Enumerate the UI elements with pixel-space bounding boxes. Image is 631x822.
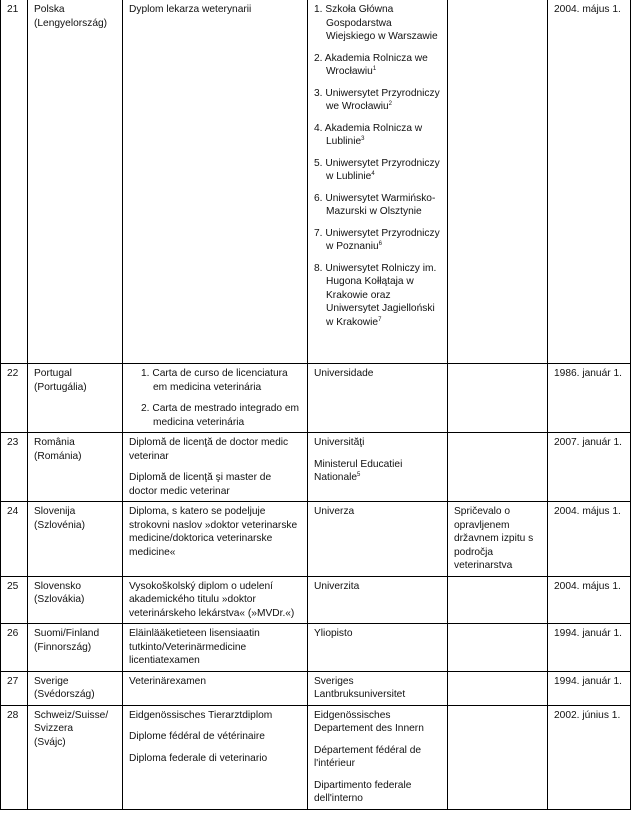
- country-cell: [28, 364, 123, 433]
- diploma-title: Dyplom lekarza weterynarii: [129, 4, 252, 15]
- diploma-title: Carta de mestrado integrado em medicina veterinária: [152, 403, 300, 428]
- register-table-body: [1, 0, 631, 809]
- institution-entry: [314, 744, 442, 771]
- certificate-cell: [448, 705, 548, 809]
- certificate-cell: [448, 0, 548, 364]
- date-cell: [548, 502, 631, 577]
- diploma-cell: [123, 705, 308, 809]
- institution-name: Uniwersytet Rolniczy im. Hugona Kołłątaja w Krakowie oraz Uniwersytet Jagielloński w Krakowie: [325, 262, 437, 328]
- diploma-title: Diplome fédéral de vétérinaire: [129, 731, 265, 742]
- institution-number: 5.: [314, 157, 323, 169]
- institution-name: Universităţi: [314, 437, 365, 448]
- institution-list-item: [314, 122, 442, 149]
- row-number: 27: [7, 675, 19, 687]
- date-cell: [548, 433, 631, 502]
- country-name: Slovensko: [34, 580, 82, 592]
- institution-name: Yliopisto: [314, 628, 353, 639]
- reference-date: 2004. május 1.: [554, 4, 621, 15]
- table-row: [1, 0, 631, 364]
- row-number: 28: [7, 709, 19, 721]
- institution-entry: [314, 458, 442, 485]
- reference-date: 1986. január 1.: [554, 368, 622, 379]
- row-number: 21: [7, 4, 19, 15]
- certificate-cell: [448, 364, 548, 433]
- certificate-cell: [448, 433, 548, 502]
- diploma-cell: [123, 576, 308, 624]
- country-cell: [28, 502, 123, 577]
- institution-number: 1.: [314, 4, 323, 15]
- country-cell: [28, 433, 123, 502]
- country-name-hungarian: (Svédország): [34, 689, 95, 700]
- institution-name: Dipartimento federale dell'interno: [314, 779, 412, 804]
- country-cell: [28, 0, 123, 364]
- table-row: [1, 576, 631, 624]
- institution-name: Akademia Rolnicza w Lublinie: [324, 122, 423, 147]
- diploma-title: Eläinlääketieteen lisensiaatin tutkinto/Veterinärmedicine licentiatexamen: [129, 628, 260, 666]
- institution-name: Universidade: [314, 368, 374, 379]
- footnote-ref: 6: [378, 241, 383, 247]
- reference-date: 1994. január 1.: [554, 628, 622, 639]
- date-cell: [548, 576, 631, 624]
- diploma-cell: [123, 502, 308, 577]
- institution-cell: [308, 0, 448, 364]
- institution-name: Uniwersytet Przyrodniczy we Wrocławiu: [325, 87, 440, 112]
- institution-entry: [314, 436, 442, 450]
- reference-date: 2004. május 1.: [554, 580, 621, 592]
- date-cell: [548, 364, 631, 433]
- institution-entry: [314, 675, 442, 702]
- institution-number: 2.: [314, 52, 323, 64]
- country-cell: [28, 576, 123, 624]
- row-number: 23: [7, 437, 19, 448]
- date-cell: [548, 624, 631, 672]
- table-row: [1, 433, 631, 502]
- country-name: Suomi/Finland: [34, 628, 100, 639]
- institution-cell: [308, 576, 448, 624]
- footnote-ref: 2: [388, 101, 392, 107]
- country-cell: [28, 624, 123, 672]
- row-number-cell: [1, 502, 28, 577]
- country-cell: [28, 671, 123, 705]
- institution-list-item: [314, 227, 442, 254]
- footnote-ref: 7: [378, 316, 382, 323]
- row-number-cell: [1, 364, 28, 433]
- date-cell: [548, 671, 631, 705]
- diploma-title: Diploma federale di veterinario: [129, 752, 268, 764]
- certificate-title: Spričevalo o opravljenem državnem izpitu s področja veterinarstva: [454, 506, 534, 571]
- row-number-cell: [1, 433, 28, 502]
- reference-date: 2004. május 1.: [554, 506, 621, 517]
- country-name: Polska: [34, 4, 65, 15]
- institution-list-item: [314, 52, 442, 79]
- certificate-cell: [448, 624, 548, 672]
- diploma-cell: [123, 364, 308, 433]
- row-number-cell: [1, 671, 28, 705]
- institution-entry: [314, 709, 442, 736]
- row-number-cell: [1, 624, 28, 672]
- footnote-ref: 5: [357, 472, 361, 478]
- institution-list-item: [314, 3, 442, 44]
- diploma-title: Diplomă de licenţă şi master de doctor medic veterinar: [129, 472, 272, 497]
- institution-number: 8.: [314, 262, 323, 274]
- diploma-title: Veterinärexamen: [129, 675, 207, 687]
- row-number-cell: [1, 0, 28, 364]
- diploma-cell: [123, 671, 308, 705]
- table-row: [1, 624, 631, 672]
- country-name: Portugal: [34, 368, 72, 379]
- reference-date: 1994. január 1.: [554, 675, 622, 687]
- table-row: [1, 671, 631, 705]
- row-number-cell: [1, 705, 28, 809]
- footnote-ref: 4: [371, 171, 375, 177]
- institution-cell: [308, 364, 448, 433]
- country-name-hungarian: (Portugália): [34, 381, 87, 393]
- institution-cell: [308, 502, 448, 577]
- diploma-title: Vysokoškolský diplom o udelení akademického titulu »doktor veterinárskeho lekárstva« (»MVDr.«): [129, 580, 295, 619]
- institution-entry: [314, 367, 442, 381]
- institution-list-item: [314, 87, 442, 114]
- country-name-hungarian: (Románia): [34, 450, 82, 462]
- institution-name: Uniwersytet Warmińsko-Mazurski w Olsztynie: [325, 192, 436, 217]
- institution-list-item: [314, 157, 442, 184]
- institution-name: Univerza: [314, 506, 355, 517]
- certificate-cell: [448, 576, 548, 624]
- institution-cell: [308, 624, 448, 672]
- table-row: [1, 502, 631, 577]
- diploma-number: 2.: [141, 403, 150, 414]
- footnote-ref: 3: [361, 136, 365, 142]
- table-row: [1, 364, 631, 433]
- institution-number: 6.: [314, 192, 323, 204]
- country-name: Slovenija: [34, 506, 76, 517]
- institution-list: [314, 3, 442, 329]
- diploma-title: Carta de curso de licenciatura em medicina veterinária: [152, 368, 288, 393]
- institution-list-item: [314, 192, 442, 219]
- diploma-cell: [123, 0, 308, 364]
- institution-cell: [308, 433, 448, 502]
- row-number: 26: [7, 628, 19, 639]
- diploma-list-item: [141, 402, 302, 429]
- institution-list-item: [314, 262, 442, 330]
- institution-entry: [314, 627, 442, 641]
- reference-date: 2002. június 1.: [554, 709, 621, 721]
- date-cell: [548, 705, 631, 809]
- institution-name: Sveriges Lantbruksuniversitet: [314, 675, 406, 700]
- certificate-cell: [448, 671, 548, 705]
- diploma-title: Eidgenössisches Tierarztdiplom: [129, 709, 273, 721]
- country-cell: [28, 705, 123, 809]
- diploma-title: Diplomă de licenţă de doctor medic veterinar: [129, 437, 289, 462]
- certificate-cell: [448, 502, 548, 577]
- country-name: Schweiz/Suisse/ Svizzera: [34, 709, 109, 734]
- diploma-title: Diploma, s katero se podeljuje strokovni naslov »doktor veterinarske medicine/doktorica veterinarske medicine«: [129, 506, 298, 558]
- row-number-cell: [1, 576, 28, 624]
- institution-name: Ministerul Educatiei Nationale: [314, 458, 403, 483]
- diploma-cell: [123, 433, 308, 502]
- country-name-hungarian: (Szlovénia): [34, 519, 85, 531]
- reference-date: 2007. január 1.: [554, 437, 622, 448]
- institution-number: 4.: [314, 122, 323, 134]
- institution-cell: [308, 705, 448, 809]
- country-name-hungarian: (Szlovákia): [34, 594, 85, 605]
- institution-number: 7.: [314, 227, 323, 239]
- country-name: Sverige: [34, 675, 69, 687]
- institution-entry: [314, 580, 442, 594]
- date-cell: [548, 0, 631, 364]
- country-name: România: [34, 437, 75, 448]
- diploma-list-item: [141, 367, 302, 394]
- country-name-hungarian: (Lengyelország): [34, 17, 108, 29]
- institution-cell: [308, 671, 448, 705]
- diploma-cell: [123, 624, 308, 672]
- institution-name: Univerzita: [314, 580, 360, 592]
- footnote-ref: 1: [372, 66, 377, 72]
- institution-name: Eidgenössisches Departement des Innern: [314, 709, 424, 734]
- institution-entry: [314, 505, 442, 519]
- diploma-number: 1.: [141, 368, 150, 379]
- row-number: 24: [7, 506, 19, 517]
- institution-name: Uniwersytet Przyrodniczy w Poznaniu: [325, 227, 440, 252]
- country-name-hungarian: (Svájc): [34, 736, 66, 748]
- row-number: 22: [7, 368, 19, 379]
- institution-number: 3.: [314, 87, 323, 99]
- row-number: 25: [7, 580, 19, 592]
- table-row: [1, 705, 631, 809]
- institution-name: Uniwersytet Przyrodniczy w Lublinie: [325, 157, 440, 182]
- institution-entry: [314, 779, 442, 806]
- country-name-hungarian: (Finnország): [34, 641, 92, 653]
- institution-name: Département fédéral de l'intérieur: [314, 744, 422, 769]
- institution-name: Szkoła Główna Gospodarstwa Wiejskiego w Warszawie: [325, 4, 438, 42]
- diploma-list: [129, 367, 302, 429]
- institution-name: Akademia Rolnicza we Wrocławiu: [324, 52, 428, 77]
